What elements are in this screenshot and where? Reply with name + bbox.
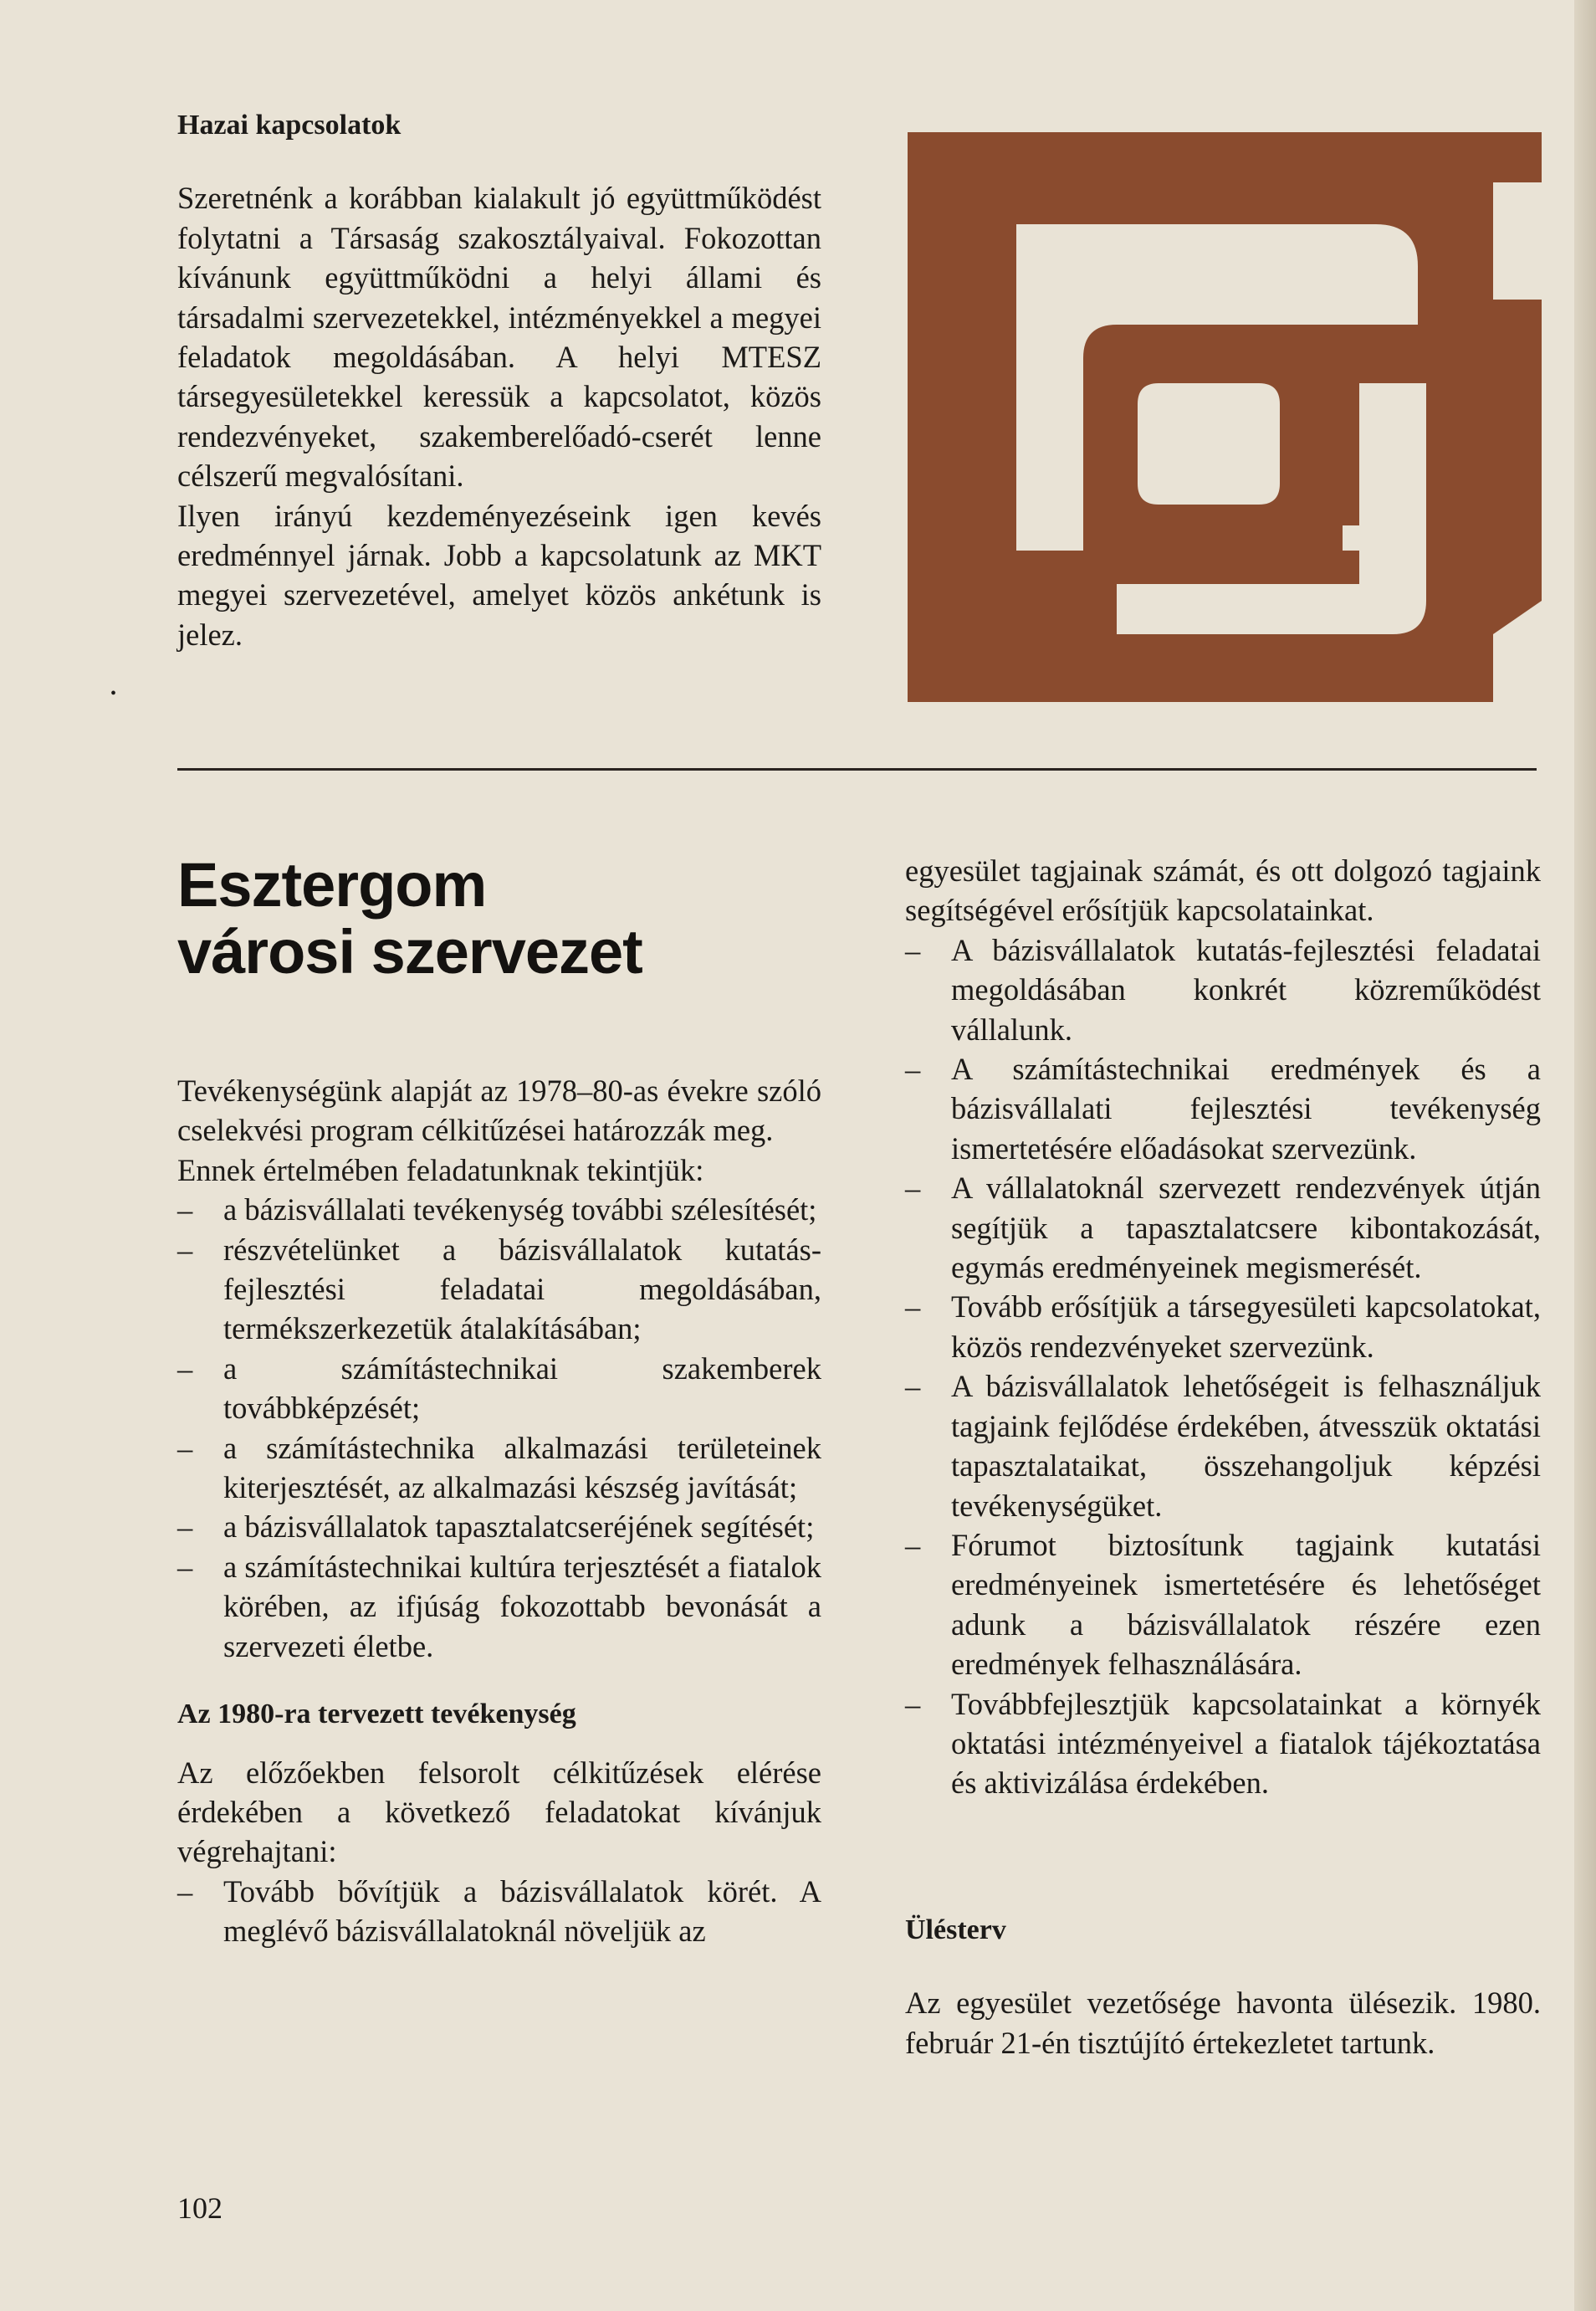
section-heading: Ülésterv (905, 1914, 1006, 1945)
page-number: 102 (177, 2191, 223, 2225)
society-logo-icon (908, 132, 1542, 702)
paragraph: Ilyen irányú kezdeményezéseink igen kevés eredménnyel járnak. Jobb a kapcsolatunk az MKT megyei szervezetével, amelyet közös ankétunk is jelez. (177, 498, 821, 652)
bullet-mark: • (110, 684, 117, 703)
list-item: – részvételünket a bázisvállalatok kutatás-fejlesztési feladatai megoldásában, termékszerkezetük átalakításában; (177, 1230, 821, 1349)
list-item: – a számítástechnika alkalmazási területeinek kiterjesztését, az alkalmazási készség javítását; (177, 1428, 821, 1508)
list-item: – a számítástechnikai kultúra terjesztését a fiatalok körében, az ifjúság fokozottabb bevonását a szervezeti életbe. (177, 1547, 821, 1666)
dash: – (905, 1369, 921, 1404)
paragraph: Az előzőekben felsorolt célkitűzések elérése érdekében a következő feladatokat kívánjuk végrehajtani: (177, 1755, 821, 1869)
dash: – (177, 1509, 193, 1545)
section-heading: Az 1980-ra tervezett tevékenység (177, 1699, 576, 1730)
dash: – (177, 1350, 193, 1386)
list-item: – A számítástechnikai eredmények és a bázisvállalati fejlesztési tevékenység ismertetésére előadásokat szervezünk. (905, 1049, 1541, 1168)
section-heading: Hazai kapcsolatok (177, 110, 402, 141)
dash: – (905, 932, 921, 967)
list-item: – a bázisvállalati tevékenység további szélesítését; (177, 1190, 821, 1229)
left-column (177, 1071, 821, 1951)
list-item: – a számítástechnikai szakemberek továbbképzését; (177, 1349, 821, 1428)
section-divider (177, 768, 1537, 771)
list-item: – A vállalatoknál szervezett rendezvények útján segítjük a tapasztalatcsere kibontakozását, egymás eredményeinek megismerését. (905, 1168, 1541, 1287)
paragraph: Szeretnénk a korábban kialakult jó együttműködést folytatni a Társaság szakosztályaival. Fokozottan kívánunk együttműködni a helyi állami és társadalmi szervezetekkel, intézményekkel a megyei feladatok megoldásában. A helyi MTESZ társegyesületekkel keressük a kapcsolatot, közös rendezvényeket, szakemberelőadó-cserét lenne célszerű megvalósítani. (177, 181, 821, 494)
list-item: – A bázisvállalatok lehetőségeit is felhasználjuk tagjaink fejlődése érdekében, átvesszük oktatási tapasztalataikat, összehangoljuk képzési tevékenységüket. (905, 1366, 1541, 1525)
tasks-intro: Ennek értelmében feladatunknak tekintjük: (177, 1152, 704, 1187)
dash: – (905, 1052, 921, 1087)
dash: – (177, 1873, 193, 1909)
dash: – (905, 1527, 921, 1562)
list-item: – A bázisvállalatok kutatás-fejlesztési feladatai megoldásában konkrét közreműködést vállalunk. (905, 930, 1541, 1049)
intro-paragraph: Tevékenységünk alapját az 1978–80-as évekre szóló cselekvési program célkitűzései határozzák meg. (177, 1074, 821, 1148)
dash: – (905, 1686, 921, 1721)
section-domestic-relations (177, 105, 821, 654)
list-item: – Fórumot biztosítunk tagjaink kutatási eredményeinek ismertetésére és lehetőséget adunk a bázisvállalatok részére ezen eredmények felhasználására. (905, 1525, 1541, 1684)
article-title-line: Esztergom (177, 850, 487, 920)
dash: – (177, 1549, 193, 1584)
dash: – (905, 1289, 921, 1325)
list-item: – Tovább bővítjük a bázisvállalatok körét. A meglévő bázisvállalatoknál növeljük az (177, 1872, 821, 1951)
continued-paragraph: egyesület tagjainak számát, és ott dolgozó tagjaink segítségével erősítjük kapcsolatainkat. (905, 853, 1541, 928)
article-title-line: városi szervezet (177, 917, 642, 986)
meeting-plan-section (905, 1910, 1541, 2062)
page-edge (1574, 0, 1596, 2311)
dash: – (177, 1192, 193, 1227)
right-column (905, 851, 1541, 1803)
list-item: – a bázisvállalatok tapasztalatcseréjének segítését; (177, 1507, 821, 1546)
list-item: – Továbbfejlesztjük kapcsolatainkat a környék oktatási intézményeivel a fiatalok tájékoztatása és aktivizálása érdekében. (905, 1684, 1541, 1803)
article-title (177, 852, 642, 986)
list-item: – Tovább erősítjük a társegyesületi kapcsolatokat, közös rendezvényeket szervezünk. (905, 1287, 1541, 1366)
dash: – (905, 1171, 921, 1206)
paragraph: Az egyesület vezetősége havonta ülésezik. 1980. február 21-én tisztújító értekezletet tartunk. (905, 1986, 1541, 2060)
dash: – (177, 1430, 193, 1465)
dash: – (177, 1232, 193, 1267)
